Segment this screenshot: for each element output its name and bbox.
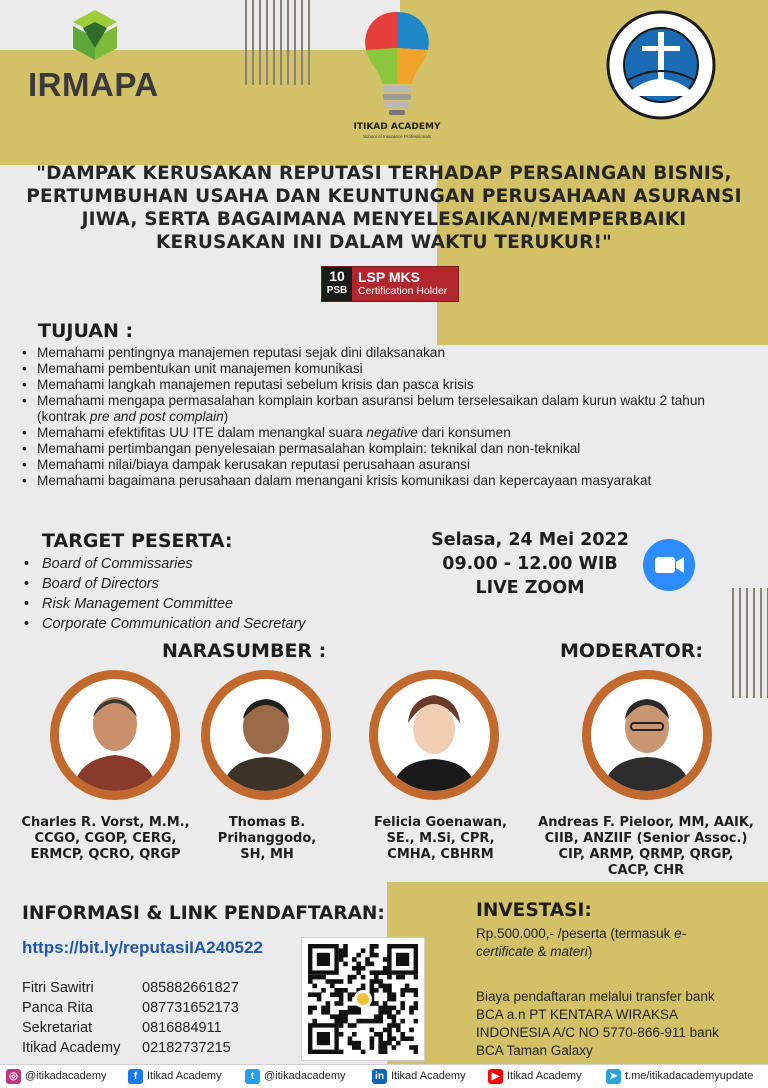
contact-name: Itikad Academy bbox=[22, 1040, 121, 1056]
contact-row bbox=[22, 1018, 262, 1038]
info-heading: INFORMASI & LINK PENDAFTARAN: bbox=[22, 903, 385, 924]
tujuan-list bbox=[20, 345, 750, 489]
footer-label: Itikad Academy bbox=[391, 1070, 466, 1082]
event-venue: LIVE ZOOM bbox=[475, 578, 585, 598]
avatar bbox=[210, 679, 322, 791]
decorative-lines-right bbox=[727, 588, 768, 698]
list-item: • Board of Directors bbox=[22, 574, 402, 594]
target-heading: TARGET PESERTA: bbox=[42, 530, 233, 552]
zoom-icon bbox=[643, 539, 695, 591]
contact-row bbox=[22, 1038, 262, 1058]
speaker-photo-charles bbox=[50, 670, 180, 800]
youtube-icon: ▶ bbox=[488, 1069, 503, 1084]
list-item: • Memahami mengapa permasalahan komplain korban asuransi belum terselesaikan dalam kurun waktu 2 tahun (kontrak pre and post complain) bbox=[20, 393, 750, 425]
investasi-transfer: Biaya pendaftaran melalui transfer bank BCA a.n PT KENTARA WIRAKSA INDONESIA A/C NO 5770-866-911 bank BCA Taman Galaxy bbox=[476, 989, 719, 1058]
telegram-icon: ➤ bbox=[606, 1069, 621, 1084]
speaker-name-charles: Charles R. Vorst, M.M., CCGO, CGOP, CERG, ERMCP, QCRO, QRGP bbox=[21, 815, 190, 862]
list-item: • Memahami bagaimana perusahaan dalam menangani krisis komunikasi dan kepercayaan masyarakat bbox=[20, 473, 750, 489]
qr-code-icon bbox=[308, 944, 418, 1054]
speaker-photo-felicia bbox=[369, 670, 499, 800]
irmapa-logo bbox=[25, 8, 165, 103]
badge-sub: PSB bbox=[326, 285, 348, 296]
list-item: • Memahami efektifitas UU ITE dalam menangkal suara negative dari konsumen bbox=[20, 425, 750, 441]
footer-label: @itikadacademy bbox=[25, 1070, 107, 1082]
event-time: 09.00 - 12.00 WIB bbox=[442, 554, 618, 574]
list-item: • Corporate Communication and Secretary bbox=[22, 614, 402, 634]
price-suffix: ) bbox=[587, 944, 593, 959]
price-italic-materi: materi bbox=[550, 944, 588, 959]
page-title: "DAMPAK KERUSAKAN REPUTASI TERHADAP PERSAINGAN BISNIS, PERTUMBUHAN USAHA DAN KEUNTUNGAN PERUSAHAAN ASURANSI JIWA, SERTA BAGAIMANA MENYELESAIKAN/MEMPERBAIKI KERUSAKAN INI DALAM WAKTU TERUKUR!" bbox=[26, 163, 742, 253]
speaker-name-felicia: Felicia Goenawan, SE., M.Si, CPR, CMHA, CBHRM bbox=[374, 815, 507, 862]
avatar bbox=[378, 679, 490, 791]
facebook-icon: f bbox=[128, 1069, 143, 1084]
lsp-mks-badge bbox=[321, 266, 459, 302]
list-item: • Board of Commissaries bbox=[22, 554, 402, 574]
badge-title: LSP MKS bbox=[358, 269, 420, 285]
event-details bbox=[412, 528, 648, 600]
avatar bbox=[59, 679, 171, 791]
investasi-heading: INVESTASI: bbox=[476, 900, 592, 921]
contact-phone: 087731652173 bbox=[142, 1000, 239, 1016]
irmapa-emblem-icon bbox=[65, 8, 125, 64]
universitas-kristen-petra-logo bbox=[606, 10, 716, 120]
list-item: • Memahami pertimbangan penyelesaian permasalahan komplain: teknikal dan non-teknikal bbox=[20, 441, 750, 457]
moderator-name-andreas: Andreas F. Pieloor, MM, AAIK, CIIB, ANZIIF (Senior Assoc.) CIP, ARMP, QRMP, QRGP, CACP, CHR bbox=[538, 815, 754, 878]
contact-name: Panca Rita bbox=[22, 1000, 93, 1016]
contact-phone: 0816884911 bbox=[142, 1020, 222, 1036]
twitter-icon: t bbox=[245, 1069, 260, 1084]
investasi-price bbox=[476, 925, 726, 961]
footer-instagram[interactable] bbox=[6, 1068, 106, 1084]
footer-facebook[interactable] bbox=[128, 1068, 222, 1084]
footer-youtube[interactable] bbox=[488, 1068, 582, 1084]
footer-label: @itikadacademy bbox=[264, 1070, 346, 1082]
contact-row bbox=[22, 978, 262, 998]
tujuan-heading: TUJUAN : bbox=[38, 320, 134, 342]
speaker-photo-thomas bbox=[201, 670, 331, 800]
moderator-heading: MODERATOR: bbox=[560, 640, 704, 662]
badge-subtitle: Certification Holder bbox=[358, 285, 448, 297]
footer-twitter[interactable] bbox=[245, 1068, 345, 1084]
footer-linkedin[interactable] bbox=[372, 1068, 466, 1084]
contact-row bbox=[22, 998, 262, 1018]
list-item: • Memahami pentingnya manajemen reputasi sejak dini dilaksanakan bbox=[20, 345, 750, 361]
price-mid: & bbox=[533, 944, 551, 959]
itikad-academy-logo bbox=[352, 8, 442, 148]
footer-telegram[interactable] bbox=[606, 1068, 753, 1084]
contact-name: Sekretariat bbox=[22, 1020, 93, 1036]
itikad-academy-logo-subtext: School of Insurance Professionals bbox=[362, 134, 432, 139]
social-footer bbox=[0, 1064, 768, 1088]
list-item: • Memahami pembentukan unit manajemen komunikasi bbox=[20, 361, 750, 377]
price-text: Rp.500.000,- /peserta (termasuk bbox=[476, 926, 675, 941]
moderator-photo-andreas bbox=[582, 670, 712, 800]
list-item: • Memahami langkah manajemen reputasi sebelum krisis dan pasca krisis bbox=[20, 377, 750, 393]
itikad-academy-logo-text: ITIKAD ACADEMY bbox=[353, 122, 441, 132]
speaker-name-thomas: Thomas B. Prihanggodo, SH, MH bbox=[217, 815, 317, 862]
price-italic-ecert: e-certificate bbox=[476, 926, 687, 959]
narasumber-heading: NARASUMBER : bbox=[162, 640, 327, 662]
contact-list bbox=[22, 978, 262, 1058]
lightbulb-puzzle-icon bbox=[358, 8, 436, 120]
avatar bbox=[591, 679, 703, 791]
target-list bbox=[22, 554, 402, 634]
footer-label: t.me/itikadacademyupdate bbox=[625, 1070, 754, 1082]
linkedin-icon: in bbox=[372, 1069, 387, 1084]
registration-link[interactable]: https://bit.ly/reputasiIA240522 bbox=[22, 938, 263, 957]
contact-phone: 085882661827 bbox=[142, 980, 239, 996]
list-item: • Risk Management Committee bbox=[22, 594, 402, 614]
petra-seal-icon bbox=[606, 10, 716, 120]
instagram-icon: ◎ bbox=[6, 1069, 21, 1084]
footer-label: Itikad Academy bbox=[507, 1070, 582, 1082]
contact-name: Fitri Sawitri bbox=[22, 980, 94, 996]
event-date: Selasa, 24 Mei 2022 bbox=[431, 530, 629, 550]
footer-label: Itikad Academy bbox=[147, 1070, 222, 1082]
contact-phone: 02182737215 bbox=[142, 1040, 231, 1056]
decorative-lines-top bbox=[240, 0, 310, 85]
badge-number: 10 bbox=[329, 268, 345, 284]
irmapa-logo-text: IRMAPA bbox=[28, 66, 159, 103]
list-item: • Memahami nilai/biaya dampak kerusakan reputasi perusahaan asuransi bbox=[20, 457, 750, 473]
qr-code[interactable] bbox=[301, 937, 425, 1061]
